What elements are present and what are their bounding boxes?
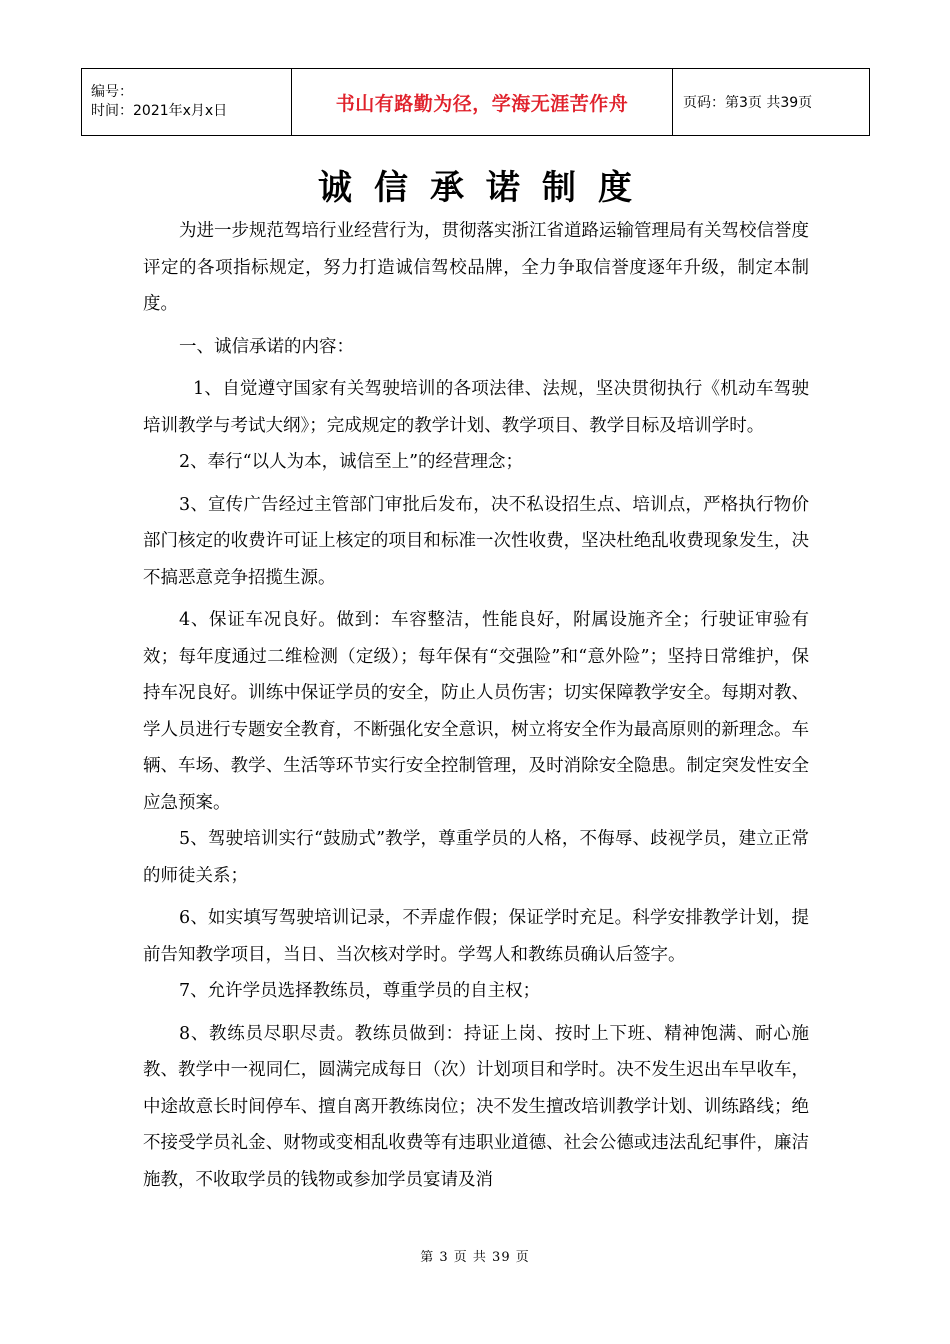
paragraph-item-6: 6、如实填写驾驶培训记录，不弄虚作假；保证学时充足。科学安排教学计划，提前告知教学项目，当日、当次核对学时。学驾人和教练员确认后签字。 (143, 908, 809, 965)
paragraph-item-1: 1、自觉遵守国家有关驾驶培训的各项法律、法规，坚决贯彻执行《机动车驾驶培训教学与考试大纲》；完成规定的教学计划、教学项目、教学目标及培训学时。 (143, 379, 809, 436)
paragraph-intro: 为进一步规范驾培行业经营行为，贯彻落实浙江省道路运输管理局有关驾校信誉度评定的各项指标规定，努力打造诚信驾校品牌，全力争取信誉度逐年升级，制定本制度。 (143, 221, 809, 314)
document-number-label: 编号： (91, 84, 133, 100)
paragraph-item-3: 3、宣传广告经过主管部门审批后发布，决不私设招生点、培训点，严格执行物价部门核定的收费许可证上核定的项目和标准一次性收费，坚决杜绝乱收费现象发生，决不搞恶意竞争招揽生源。 (143, 494, 809, 588)
section-heading: 一、诚信承诺的内容： (179, 336, 354, 357)
header-motto: 书山有路勤为径，学海无涯苦作舟 (292, 69, 673, 136)
paragraph-item-8: 8、教练员尽职尽责。教练员做到：持证上岗、按时上下班、精神饱满、耐心施教、教学中一视同仁，圆满完成每日（次）计划项目和学时。决不发生迟出车早收车，中途故意长时间停车、擅自离开教练岗位；决不发生擅改培训教学计划、训练路线；绝不接受学员礼金、财物或变相乱收费等有违职业道德、社会公德或违法乱纪事件，廉洁施教，不收取学员的钱物或参加学员宴请及消 (143, 1023, 809, 1190)
header-table (81, 68, 870, 136)
paragraph-item-5: 5、驾驶培训实行“鼓励式”教学，尊重学员的人格，不侮辱、歧视学员，建立正常的师徒关系； (143, 829, 809, 886)
paragraph-item-7: 7、允许学员选择教练员，尊重学员的自主权； (179, 981, 541, 1001)
paragraph-item-2: 2、奉行“以人为本，诚信至上”的经营理念； (179, 452, 524, 472)
header-meta-cell (82, 69, 292, 136)
page-footer: 第 3 页 共 39 页 (420, 1250, 530, 1265)
document-date-label: 时间：2021年x月x日 (91, 103, 228, 119)
document-body (143, 213, 809, 1198)
document-title: 诚信承诺制度 (318, 168, 654, 208)
paragraph-item-4: 4、保证车况良好。做到：车容整洁，性能良好，附属设施齐全；行驶证审验有效；每年度通过二维检测（定级）；每年保有“交强险”和“意外险”；坚持日常维护，保持车况良好。训练中保证学员的安全，防止人员伤害；切实保障教学安全。每期对教、学人员进行专题安全教育，不断强化安全意识，树立将安全作为最高原则的新理念。车辆、车场、教学、生活等环节实行安全控制管理，及时消除安全隐患。制定突发性安全应急预案。 (143, 610, 809, 813)
header-page-info: 页码：第3页 共39页 (673, 69, 870, 136)
